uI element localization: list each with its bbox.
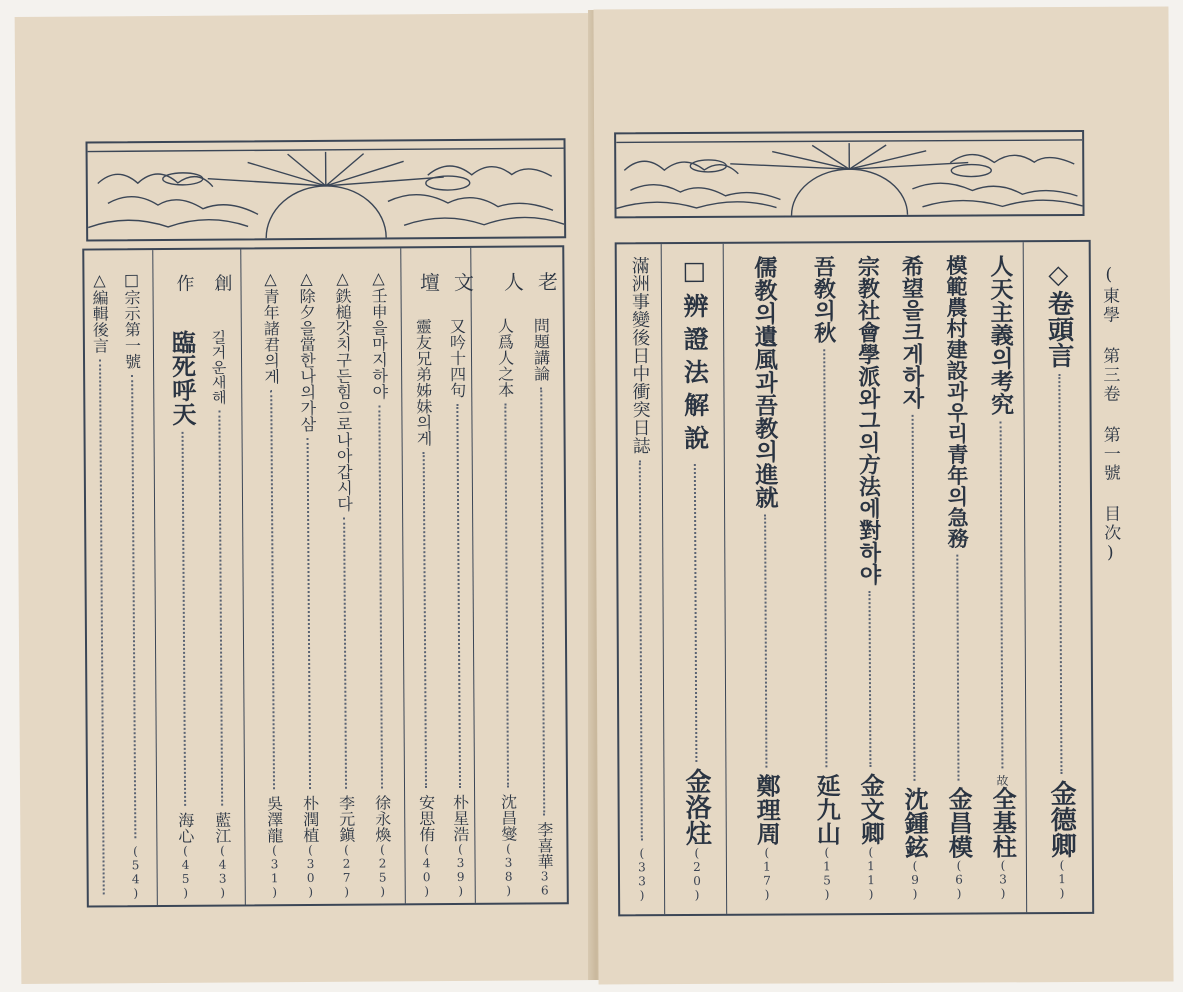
toc-entry[interactable]: △壬申을마지하야 徐永煥 (25)	[368, 268, 392, 899]
toc-entry[interactable]: 臨死呼天 海心 (45)	[167, 329, 197, 900]
toc-entry[interactable]: 宗教社會學派와그의方法에對하야 金文卿 (11)	[854, 255, 886, 902]
right-toc-frame	[615, 240, 1095, 916]
section-heading-work: 作	[173, 273, 195, 292]
section-heading-person: 人	[500, 271, 525, 292]
left-toc-frame	[82, 245, 569, 907]
toc-entry[interactable]: △青年諸君의게 吳澤龍 (31)	[260, 269, 284, 900]
late-prefix: 故	[994, 774, 1010, 787]
toc-entry[interactable]: 靈友兄弟姊妹의게 安思侑 (40)	[413, 318, 436, 899]
toc-entry-dialectics[interactable]: □辨證法解說 金洛炷 (20)	[679, 255, 712, 903]
toc-entry[interactable]: 又吟十四句 朴星浩 (39)	[447, 317, 470, 898]
toc-entry[interactable]: 希望을크게하자 沈鍾鉉 (9)	[898, 254, 930, 901]
right-page	[593, 7, 1173, 985]
running-title: (東學 第三卷 第一號 目次)	[1098, 264, 1121, 565]
toc-entry[interactable]: 問題講論 李喜華 36	[531, 317, 555, 898]
toc-entry[interactable]: 人天主義의考究 故 全基柱 (3)	[986, 254, 1018, 901]
toc-entry-preface[interactable]: ◇卷頭言 金德卿 (1)	[1043, 260, 1077, 901]
toc-entry[interactable]: △除夕을當한나의가삼 朴潤植 (30)	[296, 268, 320, 900]
sunrise-clouds-illustration	[616, 132, 1082, 216]
section-heading-old: 老	[534, 271, 559, 292]
toc-entry[interactable]: 人爲人之本 沈昌燮 (38)	[495, 317, 518, 898]
section-heading-creation: 創	[211, 273, 233, 292]
toc-entry[interactable]: 儒教의遺風과吾教의進就 鄭理周 (17)	[750, 255, 782, 902]
toc-entry[interactable]: △鉄槌갓치구든힘으로나아갑시다 李元鎭 (27)	[332, 268, 356, 899]
toc-entry[interactable]: 模範農村建設과우리青年의急務 金昌模 (6)	[943, 254, 974, 901]
section-heading-letter: 文	[450, 271, 475, 292]
section-heading-stage: 壇	[416, 272, 441, 293]
toc-entry[interactable]: □宗示第一號 (54)	[121, 270, 143, 901]
toc-entry[interactable]: △編輯後言	[84, 270, 118, 900]
toc-entry[interactable]: 吾敎의秋 延九山 (15)	[810, 255, 842, 902]
sunrise-banner-left	[86, 138, 567, 241]
sunrise-banner-right	[614, 130, 1084, 218]
toc-entry-manchuria[interactable]: 滿洲事變後日中衝突日誌 (33)	[628, 256, 651, 903]
left-page	[15, 13, 602, 984]
toc-entry[interactable]: 길거운새해 藍江 (43)	[209, 329, 232, 900]
sunrise-clouds-illustration	[88, 140, 565, 239]
